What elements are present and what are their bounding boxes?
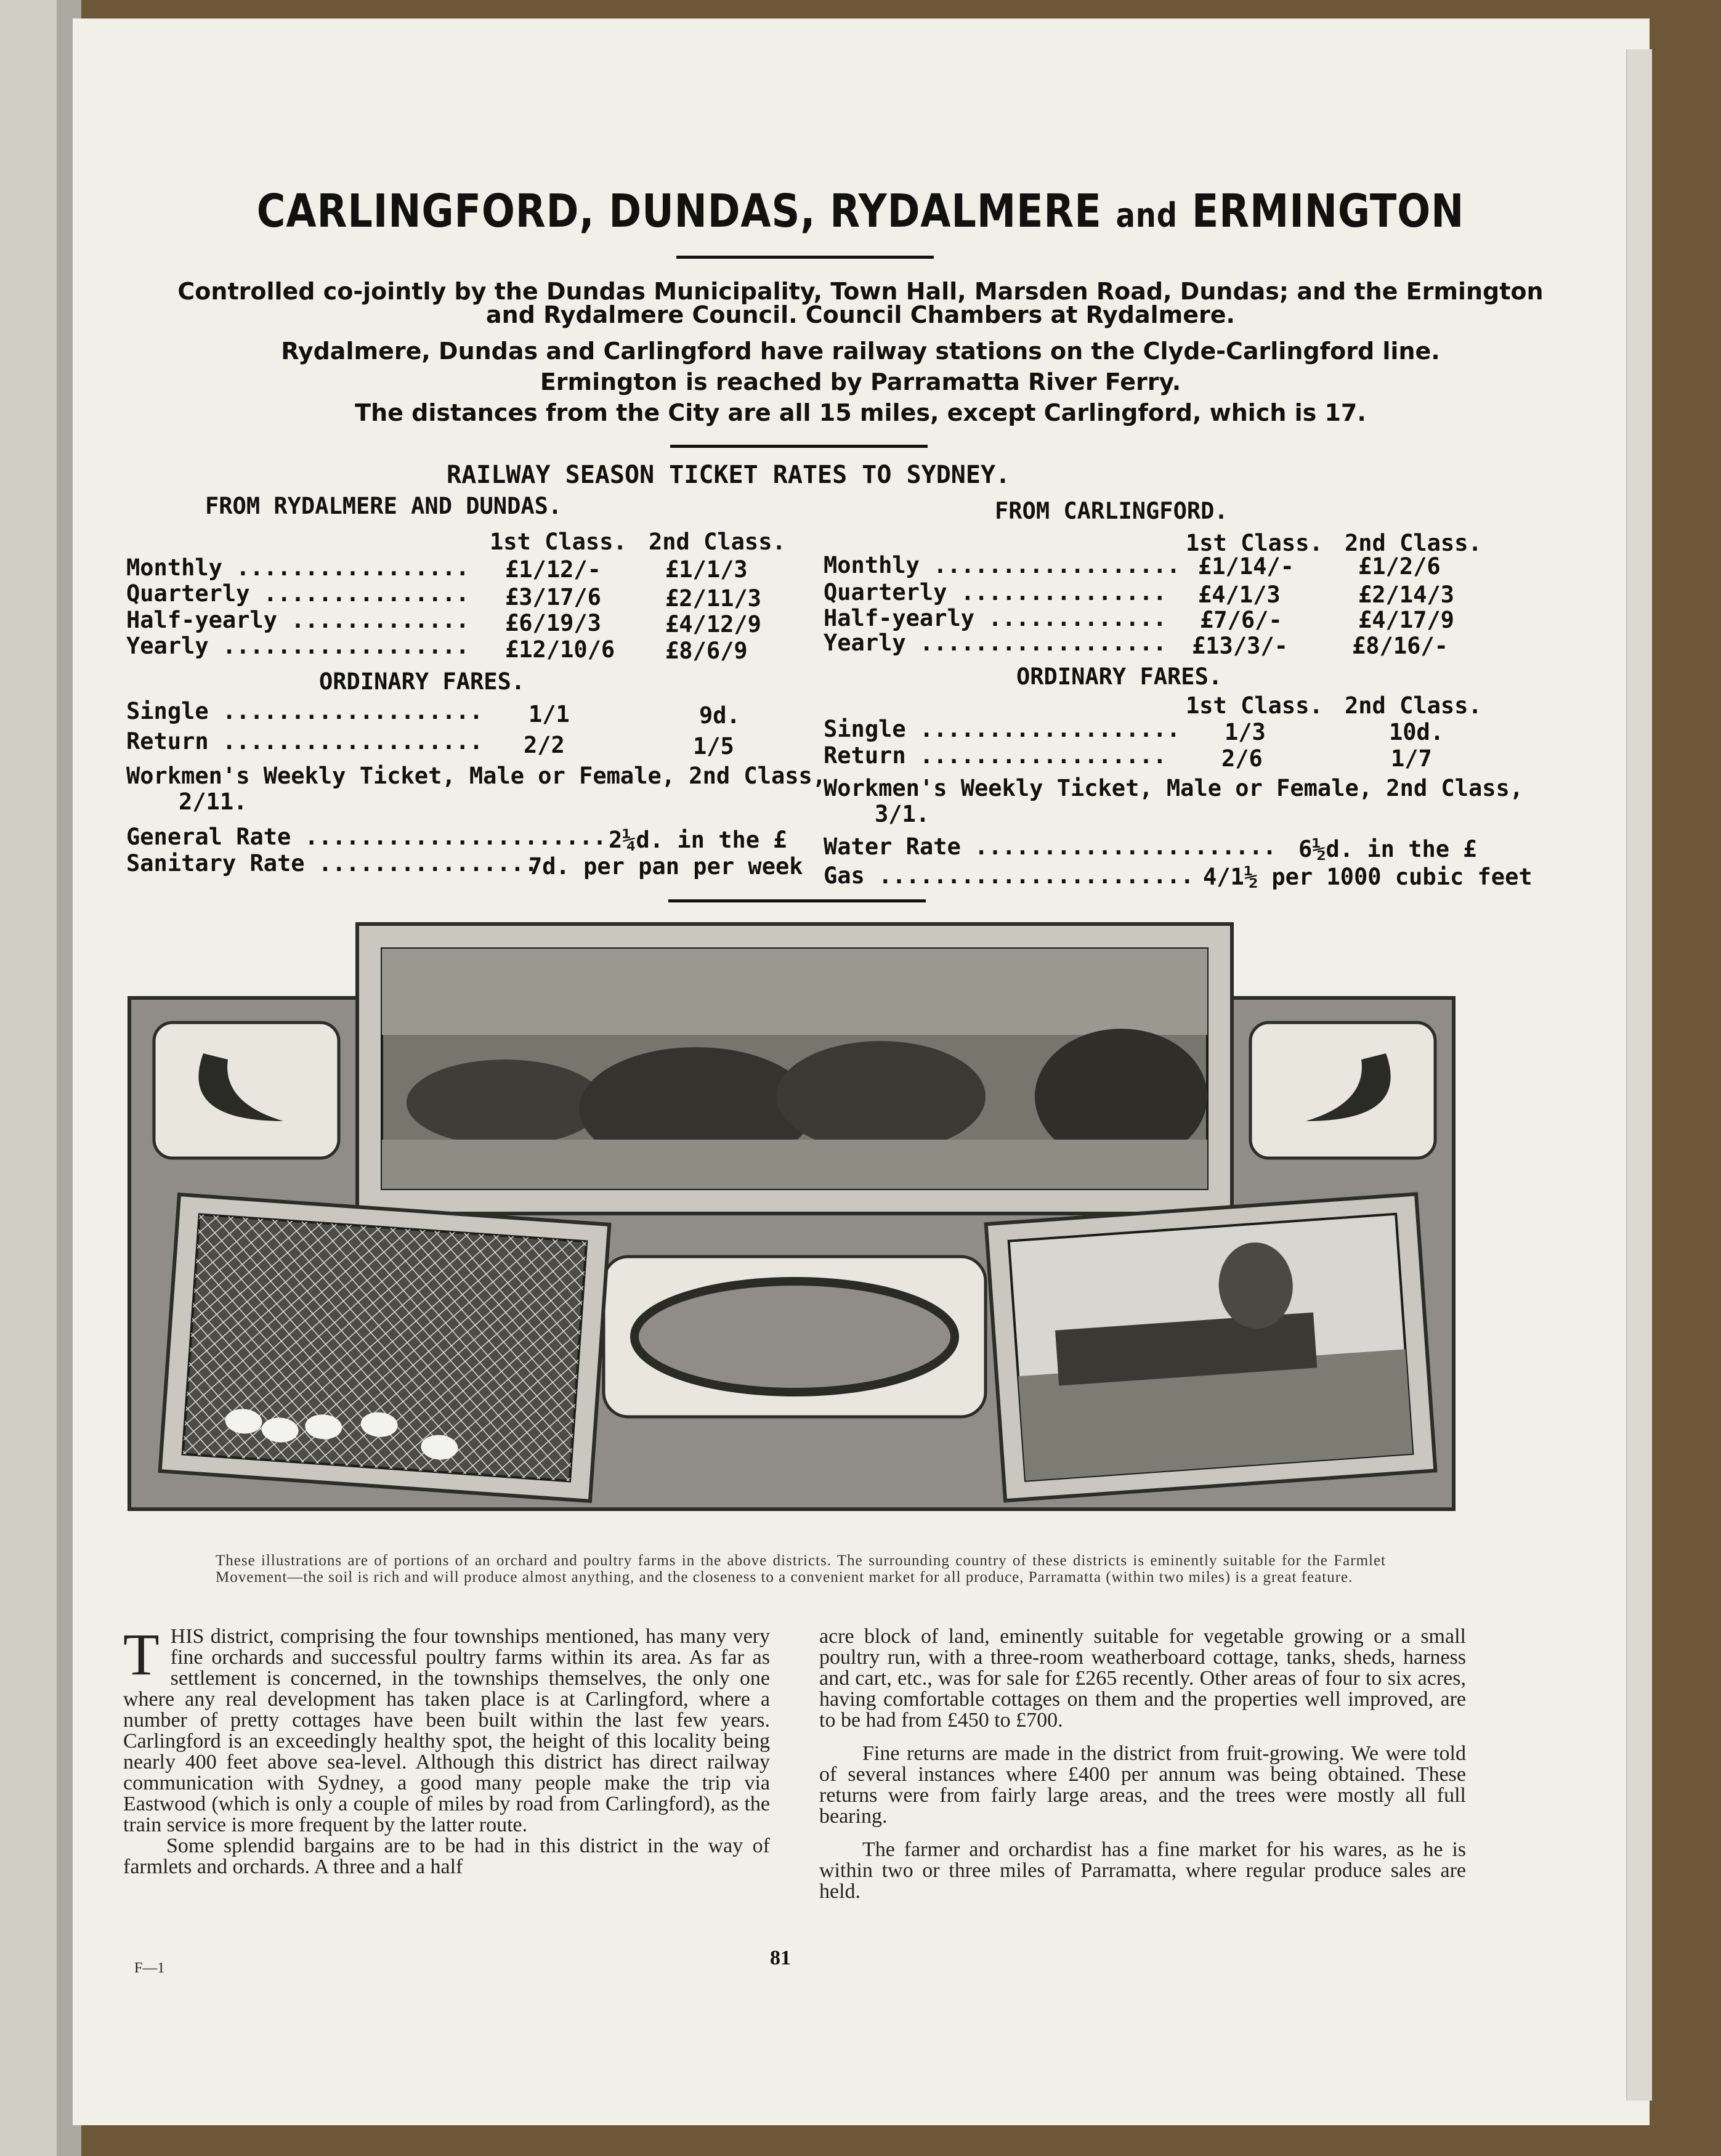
right-col1b-header: 1st Class. — [1186, 692, 1323, 719]
left-single-c1: 1/1 — [528, 701, 570, 727]
right-workmen-2: 3/1. — [875, 801, 930, 827]
page-title — [121, 185, 1601, 238]
left-row-halfyearly: Half-yearly ............. — [126, 607, 469, 633]
right-monthly-c1: £1/14/- — [1198, 553, 1294, 580]
title-and: and — [1116, 196, 1178, 235]
right-water-rate-value: 6½d. in the £ — [1298, 836, 1477, 862]
left-monthly-c2: £1/1/3 — [665, 556, 748, 583]
intro-line-4: Ermington is reached by Parramatta River Ferry. — [540, 368, 1181, 395]
page-number: 81 — [770, 1947, 791, 1969]
left-return-c1: 2/2 — [524, 732, 565, 758]
right-row-return: Return .................. — [824, 742, 1167, 769]
left-sanitary-rate-value: 7d. per pan per week — [528, 853, 803, 880]
drop-cap: T — [123, 1621, 160, 1687]
right-row-quarterly: Quarterly ............... — [824, 579, 1167, 606]
right-quarterly-c1: £4/1/3 — [1198, 582, 1281, 608]
illustration-caption: These illustrations are of portions of an orchard and poultry farms in the above districts. The surrounding country of these districts is eminently suitable for the Farmlet Movement—the soil is rich and will produce almost anything, and the closeness to a convenient market for all produce, Parramatta (within two miles) is a great feature. — [216, 1552, 1386, 1586]
center-oval — [634, 1281, 955, 1392]
right-row-monthly: Monthly .................. — [824, 552, 1181, 578]
left-row-general-rate: General Rate ...................... — [126, 824, 607, 850]
right-halfyearly-c2: £4/17/9 — [1358, 607, 1454, 633]
right-row-water-rate: Water Rate ...................... — [824, 833, 1277, 860]
body-right-p2: Fine returns are made in the district from fruit-growing. We were told of several instances where £400 per annum was being obtained. These returns were from fairly large areas, and the trees were mostly all full bearing. — [819, 1742, 1466, 1828]
left-workmen-1: Workmen's Weekly Ticket, Male or Female, 2nd Class, — [126, 763, 827, 789]
right-ornament-panel — [1250, 1023, 1435, 1158]
left-yearly-c1: £12/10/6 — [505, 636, 615, 663]
illustration-panel — [123, 918, 1466, 1534]
title-main: CARLINGFORD, DUNDAS, RYDALMERE — [256, 185, 1102, 238]
orchard-shrub-3 — [776, 1041, 986, 1152]
body-right-p1: acre block of land, eminently suitable for vegetable growing or a small poultry run, with a three-room weatherboard cottage, tanks, sheds, harness and cart, etc., was for sale for £265 recently. Other areas of four to six acres, having comfortable cottages on them and the properties well improved, are to be had from £450 to £700. — [819, 1625, 1466, 1732]
right-col1-header: 1st Class. — [1186, 530, 1323, 556]
intro-rule — [670, 445, 928, 448]
body-left-p2: Some splendid bargains are to be had in this district in the way of farmlets and orchards. A three and a half — [123, 1834, 770, 1878]
rates-heading: RAILWAY SEASON TICKET RATES TO SYDNEY. — [447, 461, 1011, 489]
title-last: ERMINGTON — [1191, 185, 1465, 238]
body-left-column — [123, 1621, 770, 1878]
right-heading: FROM CARLINGFORD. — [995, 498, 1228, 524]
right-yearly-c2: £8/16/- — [1352, 633, 1448, 659]
left-col1-header: 1st Class. — [490, 529, 627, 555]
intro-line-5: The distances from the City are all 15 miles, except Carlingford, which is 17. — [355, 399, 1366, 426]
left-ordinary-heading: ORDINARY FARES. — [319, 668, 525, 695]
body-left-p1: HIS district, comprising the four townships mentioned, has many very fine orchards and successful poultry farms within its area. As far as settlement is concerned, in the townships themselves, the only one where any real development has taken place is at Carlingford, where a number of pretty cottages have been built within the last few years. Carlingford is an exceedingly healthy spot, the height of this locality being nearly 400 feet above sea-level. Although this district has direct railway communication with Sydney, a good many people make the trip via Eastwood (which is only a couple of miles by road from Carlingford), as the train service is more frequent by the latter route. — [123, 1625, 770, 1836]
left-monthly-c1: £1/12/- — [505, 556, 601, 583]
right-halfyearly-c1: £7/6/- — [1200, 607, 1282, 633]
right-single-c2: 10d. — [1389, 719, 1444, 745]
right-single-c1: 1/3 — [1225, 719, 1266, 745]
left-quarterly-c2: £2/11/3 — [665, 585, 761, 612]
wire-mesh — [183, 1214, 587, 1481]
left-row-quarterly: Quarterly ............... — [126, 580, 469, 607]
poultry-left-group — [160, 1194, 610, 1501]
intro-line-3: Rydalmere, Dundas and Carlingford have railway stations on the Clyde-Carlingford line. — [281, 338, 1440, 365]
left-workmen-2: 2/11. — [179, 788, 248, 815]
poultry-right-group — [986, 1194, 1436, 1501]
left-quarterly-c1: £3/17/6 — [505, 584, 601, 610]
right-col2b-header: 2nd Class. — [1345, 692, 1482, 719]
body-right-column — [819, 1626, 1466, 1902]
body-right-p3: The farmer and orchardist has a fine market for his wares, as he is within two or three miles of Parramatta, where regular produce sales are held. — [819, 1838, 1466, 1903]
right-col2-header: 2nd Class. — [1345, 530, 1482, 556]
intro-line-2: and Rydalmere Council. Council Chambers at Rydalmere. — [486, 301, 1235, 328]
right-row-single: Single ................... — [824, 716, 1181, 742]
left-single-c2: 9d. — [699, 702, 740, 729]
right-return-c1: 2/6 — [1221, 745, 1263, 772]
left-ornament-panel — [154, 1023, 339, 1158]
right-gas-value: 4/1½ per 1000 cubic feet — [1203, 864, 1533, 890]
orchard-photo-sky — [382, 949, 1207, 1035]
right-quarterly-c2: £2/14/3 — [1358, 582, 1454, 608]
left-row-yearly: Yearly .................. — [126, 633, 469, 659]
left-return-c2: 1/5 — [693, 733, 734, 760]
right-row-halfyearly: Half-yearly ............. — [824, 605, 1167, 631]
right-row-gas: Gas ....................... — [824, 862, 1194, 889]
left-col2-header: 2nd Class. — [649, 529, 786, 555]
left-row-sanitary-rate: Sanitary Rate ................ — [126, 850, 538, 877]
right-ordinary-heading: ORDINARY FARES. — [1016, 663, 1223, 690]
left-row-return: Return ................... — [126, 728, 484, 755]
right-monthly-c2: £1/2/6 — [1358, 553, 1441, 580]
left-row-monthly: Monthly ................. — [126, 554, 469, 581]
left-general-rate-value: 2¼d. in the £ — [609, 827, 787, 853]
orchard-ground — [382, 1140, 1207, 1189]
title-rule — [676, 256, 934, 259]
left-halfyearly-c1: £6/19/3 — [505, 610, 601, 636]
tables-rule — [668, 899, 926, 902]
right-workmen-1: Workmen's Weekly Ticket, Male or Female, 2nd Class, — [824, 775, 1524, 801]
signature-mark: F—1 — [134, 1960, 165, 1976]
right-yearly-c1: £13/3/- — [1192, 633, 1288, 659]
left-yearly-c2: £8/6/9 — [665, 638, 748, 664]
right-return-c2: 1/7 — [1391, 745, 1432, 772]
orchard-shrub-1 — [407, 1060, 604, 1146]
intro-line-1: Controlled co-jointly by the Dundas Municipality, Town Hall, Marsden Road, Dundas; and the Ermington — [177, 278, 1544, 305]
left-row-single: Single ................... — [126, 698, 484, 724]
left-heading: FROM RYDALMERE AND DUNDAS. — [205, 493, 562, 519]
right-row-yearly: Yearly .................. — [824, 630, 1167, 656]
left-halfyearly-c2: £4/12/9 — [665, 611, 761, 638]
